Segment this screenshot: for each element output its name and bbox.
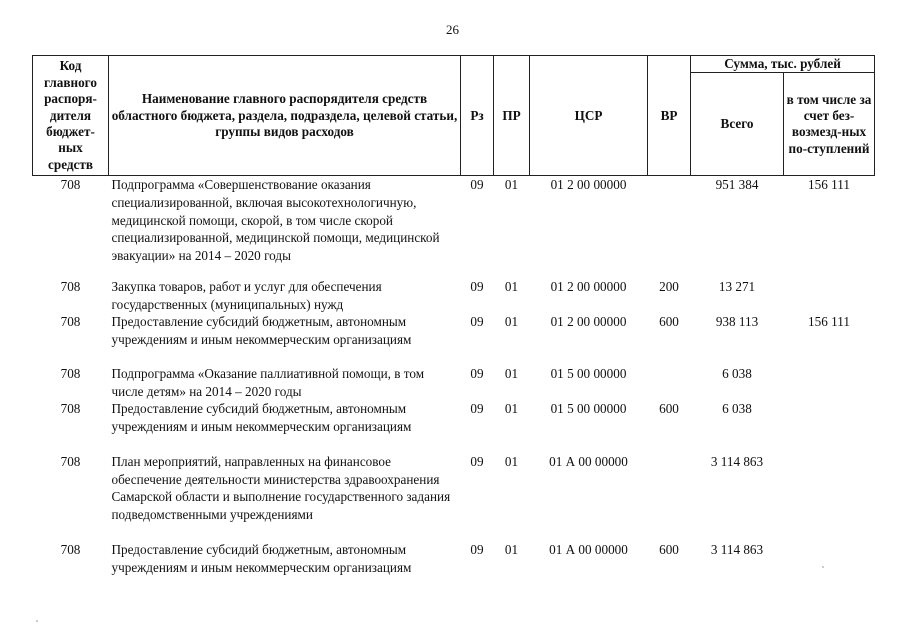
table-row xyxy=(33,453,875,541)
row-pr: 01 xyxy=(504,542,519,558)
row-csr: 01 5 00 00000 xyxy=(550,366,627,382)
row-total: 6 038 xyxy=(722,401,752,417)
row-csr: 01 2 00 00000 xyxy=(550,177,627,193)
row-total: 13 271 xyxy=(718,278,756,294)
row-free xyxy=(784,541,875,593)
row-pr: 01 xyxy=(504,314,519,330)
row-code: 708 xyxy=(60,278,81,294)
row-code: 708 xyxy=(60,542,81,558)
header-rz: Рз xyxy=(461,56,494,176)
header-name: Наименование главного распорядителя средств областного бюджета, раздела, подраздела, целевой статьи, группы видов расходов xyxy=(109,56,461,176)
row-rz: 09 xyxy=(470,366,484,382)
scan-speck xyxy=(822,566,824,568)
header-sum: Сумма, тыс. рублей xyxy=(691,56,875,73)
row-code: 708 xyxy=(60,177,81,193)
row-rz: 09 xyxy=(470,177,484,193)
row-pr: 01 xyxy=(504,454,519,470)
row-pr: 01 xyxy=(504,401,519,417)
page-number: 26 xyxy=(446,22,459,37)
header-code: Код главного распоря-дителя бюджет-ных средств xyxy=(33,56,109,176)
row-rz: 09 xyxy=(470,278,484,294)
row-free xyxy=(784,365,875,400)
row-vr: 600 xyxy=(659,314,679,330)
row-free xyxy=(784,278,875,313)
row-total: 3 114 863 xyxy=(710,542,764,558)
row-name: Предоставление субсидий бюджетным, автономным учреждениям и иным некоммерческим организациям xyxy=(111,314,412,347)
table-header xyxy=(33,56,875,176)
row-free xyxy=(784,453,875,541)
header-total: Всего xyxy=(691,73,784,176)
row-total: 938 113 xyxy=(715,314,759,330)
row-csr: 01 2 00 00000 xyxy=(550,314,627,330)
row-csr: 01 2 00 00000 xyxy=(550,278,627,294)
row-code: 708 xyxy=(60,401,81,417)
row-vr: 600 xyxy=(659,401,679,417)
row-vr: 600 xyxy=(659,542,679,558)
row-code: 708 xyxy=(60,454,81,470)
row-rz: 09 xyxy=(470,314,484,330)
table-row xyxy=(33,313,875,365)
row-pr: 01 xyxy=(504,366,519,382)
table-row xyxy=(33,278,875,313)
row-rz: 09 xyxy=(470,542,484,558)
row-code: 708 xyxy=(60,314,81,330)
row-total: 6 038 xyxy=(722,366,752,382)
row-csr: 01 А 00 00000 xyxy=(549,542,628,558)
table-row xyxy=(33,365,875,400)
table-row xyxy=(33,176,875,278)
row-free: 156 111 xyxy=(808,314,850,330)
header-vr: ВР xyxy=(648,56,691,176)
row-rz: 09 xyxy=(470,401,484,417)
row-free: 156 111 xyxy=(808,177,850,193)
table-row xyxy=(33,541,875,593)
row-name: План мероприятий, направленных на финансовое обеспечение деятельности министерства здравоохранения Самарской области и выполнение государственного задания подведомственными учреждениями xyxy=(111,454,451,523)
header-free: в том числе за счет без-возмезд-ных по-ступлений xyxy=(784,73,875,176)
row-vr xyxy=(648,453,691,541)
row-code: 708 xyxy=(60,366,81,382)
row-name: Подпрограмма «Совершенствование оказания специализированной, включая высокотехнологичную, медицинской помощи, скорой, в том числе скорой специализированной, медицинской помощи, медицинской эвакуации» на 2014 – 2020 годы xyxy=(111,177,440,263)
row-name: Предоставление субсидий бюджетным, автономным учреждениям и иным некоммерческим организациям xyxy=(111,401,412,434)
table-body xyxy=(33,176,875,593)
row-vr: 200 xyxy=(659,278,679,294)
row-pr: 01 xyxy=(504,177,519,193)
row-pr: 01 xyxy=(504,278,519,294)
row-vr xyxy=(648,365,691,400)
scan-speck xyxy=(36,620,38,622)
budget-table xyxy=(32,55,875,593)
row-total: 951 384 xyxy=(715,177,759,193)
row-vr xyxy=(648,176,691,278)
row-csr: 01 5 00 00000 xyxy=(550,401,627,417)
row-free xyxy=(784,400,875,453)
row-name: Закупка товаров, работ и услуг для обеспечения государственных (муниципальных) нужд xyxy=(111,278,382,312)
header-pr: ПР xyxy=(494,56,530,176)
row-total: 3 114 863 xyxy=(710,454,764,470)
header-csr: ЦСР xyxy=(530,56,648,176)
table-row xyxy=(33,400,875,453)
row-csr: 01 А 00 00000 xyxy=(549,454,628,470)
row-name: Предоставление субсидий бюджетным, автономным учреждениям и иным некоммерческим организациям xyxy=(111,542,412,575)
row-rz: 09 xyxy=(470,454,484,470)
row-name: Подпрограмма «Оказание паллиативной помощи, в том числе детям» на 2014 – 2020 годы xyxy=(111,366,425,399)
